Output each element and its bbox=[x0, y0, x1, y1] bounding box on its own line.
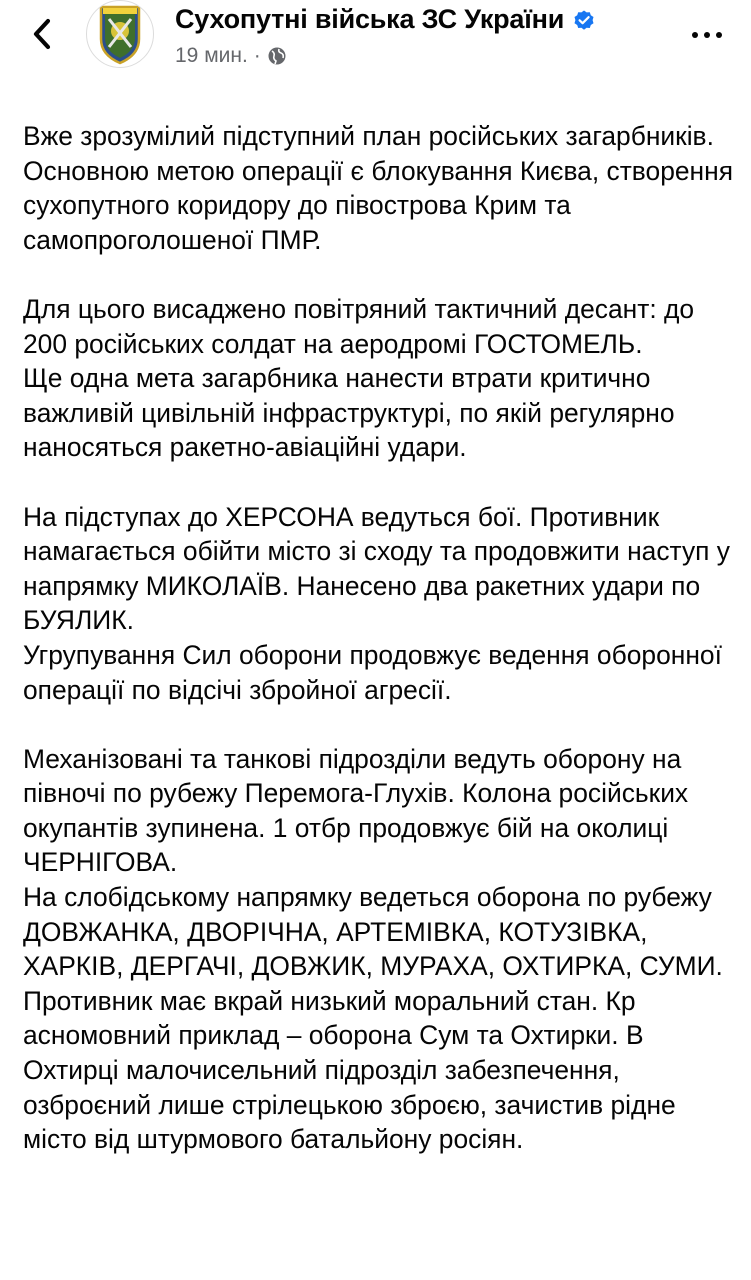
page-name[interactable]: Сухопутні війська ЗС України bbox=[175, 4, 565, 34]
post-line: Вже зрозумілий підступний план російських загарбників. Основною метою операції є блокування Києва, створення сухопутного коридору до півострова Крим та самопроголошеної ПМР. bbox=[23, 121, 733, 255]
army-emblem-icon bbox=[87, 1, 153, 67]
post-line: Угрупування Сил оборони продовжує ведення оборонної операції по відсічі збройної агресії. bbox=[23, 639, 722, 705]
more-dot bbox=[716, 32, 722, 38]
page-avatar[interactable] bbox=[86, 0, 154, 68]
post-paragraph bbox=[23, 500, 738, 708]
post-header bbox=[0, 0, 751, 92]
post-line: Ще одна мета загарбника нанести втрати критично важливій цивільній інфраструктурі, по якій регулярно наносяться ракетно-авіаційні удари. bbox=[23, 363, 675, 463]
post-line: На підступах до ХЕРСОНА ведуться бої. Противник намагається обійти місто зі сходу та продовжити наступ у напрямку МИКОЛАЇВ. Нанесено два ракетних удари по БУЯЛИК. bbox=[23, 501, 730, 636]
post-text bbox=[23, 119, 738, 1191]
back-button[interactable] bbox=[26, 18, 58, 50]
post-line: Для цього висаджено повітряний тактичний десант: до 200 російських солдат на аеродромі ГОСТОМЕЛЬ. bbox=[23, 293, 695, 359]
verified-badge-icon bbox=[572, 8, 596, 32]
post-paragraph bbox=[23, 742, 738, 1157]
post-meta bbox=[175, 44, 287, 68]
post-paragraph bbox=[23, 292, 738, 465]
more-dot bbox=[704, 32, 710, 38]
post-paragraph bbox=[23, 119, 738, 257]
post-line: Механізовані та танкові підрозділи ведуть оборону на півночі по рубежу Перемога-Глухів. Колона російських окупантів зупинена. 1 отбр продовжує бій на околиці ЧЕРНІГОВА. bbox=[23, 743, 689, 878]
post-timestamp[interactable]: 19 мин. bbox=[175, 44, 248, 67]
post-line: Противник має вкрай низький моральний стан. Кр асномовний приклад – оборона Сум та Охтирки. В Охтирці малочисельний підрозділ забезпечення, озброєний лише стрілецькою зброєю, зачистив рідне місто від штурмового батальйону росіян. bbox=[23, 985, 676, 1155]
chevron-left-icon bbox=[31, 18, 53, 50]
meta-separator: · bbox=[253, 44, 261, 67]
more-dot bbox=[692, 32, 698, 38]
post-line: На слобідському напрямку ведеться оборона по рубежу ДОВЖАНКА, ДВОРІЧНА, АРТЕМІВКА, КОТУЗІВКА, ХАРКІВ, ДЕРГАЧІ, ДОВЖИК, МУРАХА, ОХТИРКА, СУМИ. bbox=[23, 882, 723, 982]
page-name-row bbox=[175, 4, 596, 35]
globe-icon bbox=[267, 46, 287, 66]
more-options-button[interactable] bbox=[685, 20, 729, 50]
